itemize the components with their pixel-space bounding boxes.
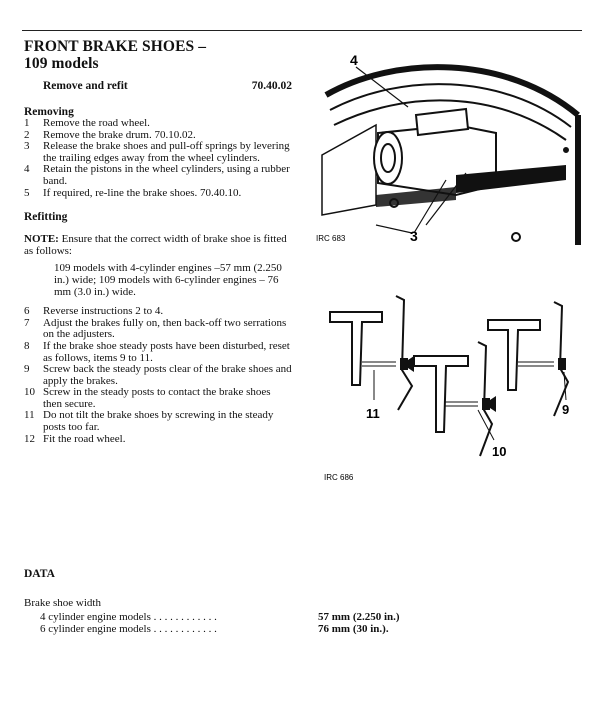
step-item xyxy=(24,318,292,341)
page-title: FRONT BRAKE SHOES – 109 models xyxy=(24,38,207,72)
step-number: 12 xyxy=(24,432,35,445)
fig1-caption: IRC 683 xyxy=(316,234,346,243)
note xyxy=(24,234,292,257)
step-number: 6 xyxy=(24,305,30,318)
refitting-steps xyxy=(24,306,292,445)
fig1-callout: 3 xyxy=(410,228,418,244)
step-number: 9 xyxy=(24,363,30,376)
step-item xyxy=(24,164,292,187)
fig1-callout: 4 xyxy=(350,52,358,68)
step-text: If the brake shoe steady posts have been disturbed, reset as follows, items 9 to 11. xyxy=(43,339,290,364)
note-label: NOTE: xyxy=(24,233,59,246)
data-row-label: 6 cylinder engine models . . . . . . . . . . . . xyxy=(40,623,217,635)
data-heading: DATA xyxy=(24,568,55,580)
step-number: 5 xyxy=(24,186,30,199)
operation-number: 70.40.02 xyxy=(251,80,292,92)
step-item xyxy=(24,410,292,433)
step-item xyxy=(24,141,292,164)
step-number: 11 xyxy=(24,409,35,422)
step-text: Do not tilt the brake shoes by screwing in the steady posts too far. xyxy=(43,409,274,434)
step-text: Adjust the brakes fully on, then back-off two serrations on the adjusters. xyxy=(43,316,287,341)
step-text: Retain the pistons in the wheel cylinders, using a rubber band. xyxy=(43,163,290,187)
step-number: 10 xyxy=(24,386,35,399)
removing-heading: Removing xyxy=(24,106,74,118)
top-rule xyxy=(22,30,582,31)
step-number: 1 xyxy=(24,117,30,129)
step-text: Screw in the steady posts to contact the brake shoes then secure. xyxy=(43,386,271,410)
brake-assembly-illustration xyxy=(316,52,586,255)
data-row-value: 57 mm (2.250 in.) xyxy=(318,611,400,623)
data-subheading: Brake shoe width xyxy=(24,597,101,609)
text-column xyxy=(24,38,292,445)
fig2-caption: IRC 686 xyxy=(324,473,354,482)
step-text: Screw back the steady posts clear of the brake shoes and apply the brakes. xyxy=(43,363,292,387)
data-row-value: 76 mm (30 in.). xyxy=(318,623,389,635)
refitting-heading: Refitting xyxy=(24,211,68,224)
step-number: 2 xyxy=(24,128,30,141)
steady-post-diagram xyxy=(318,290,588,490)
operation-line xyxy=(43,80,292,92)
note-detail: 109 models with 4-cylinder engines –57 mm (2.250 in.) wide; 109 models with 6-cylinder engines – 76 mm (3.0 in.) wide. xyxy=(54,262,282,298)
step-item xyxy=(24,364,292,387)
step-number: 3 xyxy=(24,140,30,153)
step-item xyxy=(24,434,292,446)
step-text: If required, re-line the brake shoes. 70.40.10. xyxy=(43,186,242,199)
fig2-callout: 10 xyxy=(492,444,507,459)
step-number: 4 xyxy=(24,163,30,176)
step-item xyxy=(24,188,292,200)
step-text: Release the brake shoes and pull-off springs by levering the trailing edges away from the wheel cylinders. xyxy=(43,140,290,164)
step-item xyxy=(24,118,292,130)
step-item xyxy=(24,341,292,364)
step-number: 8 xyxy=(24,339,30,352)
removing-steps xyxy=(24,118,292,199)
step-text: Reverse instructions 2 to 4. xyxy=(43,305,164,318)
step-item xyxy=(24,306,292,318)
operation-name: Remove and refit xyxy=(43,80,128,92)
note-text: Ensure that the correct width of brake shoe is fitted as follows: xyxy=(24,233,287,257)
fig2-callout: 11 xyxy=(366,406,380,421)
step-text: Remove the brake drum. 70.10.02. xyxy=(43,128,196,141)
fig2-callout: 9 xyxy=(562,402,570,417)
step-text: Fit the road wheel. xyxy=(43,432,126,445)
data-row-label: 4 cylinder engine models . . . . . . . . . . . . xyxy=(40,611,217,623)
step-number: 7 xyxy=(24,316,30,329)
step-text: Remove the road wheel. xyxy=(43,117,150,129)
step-item xyxy=(24,387,292,410)
